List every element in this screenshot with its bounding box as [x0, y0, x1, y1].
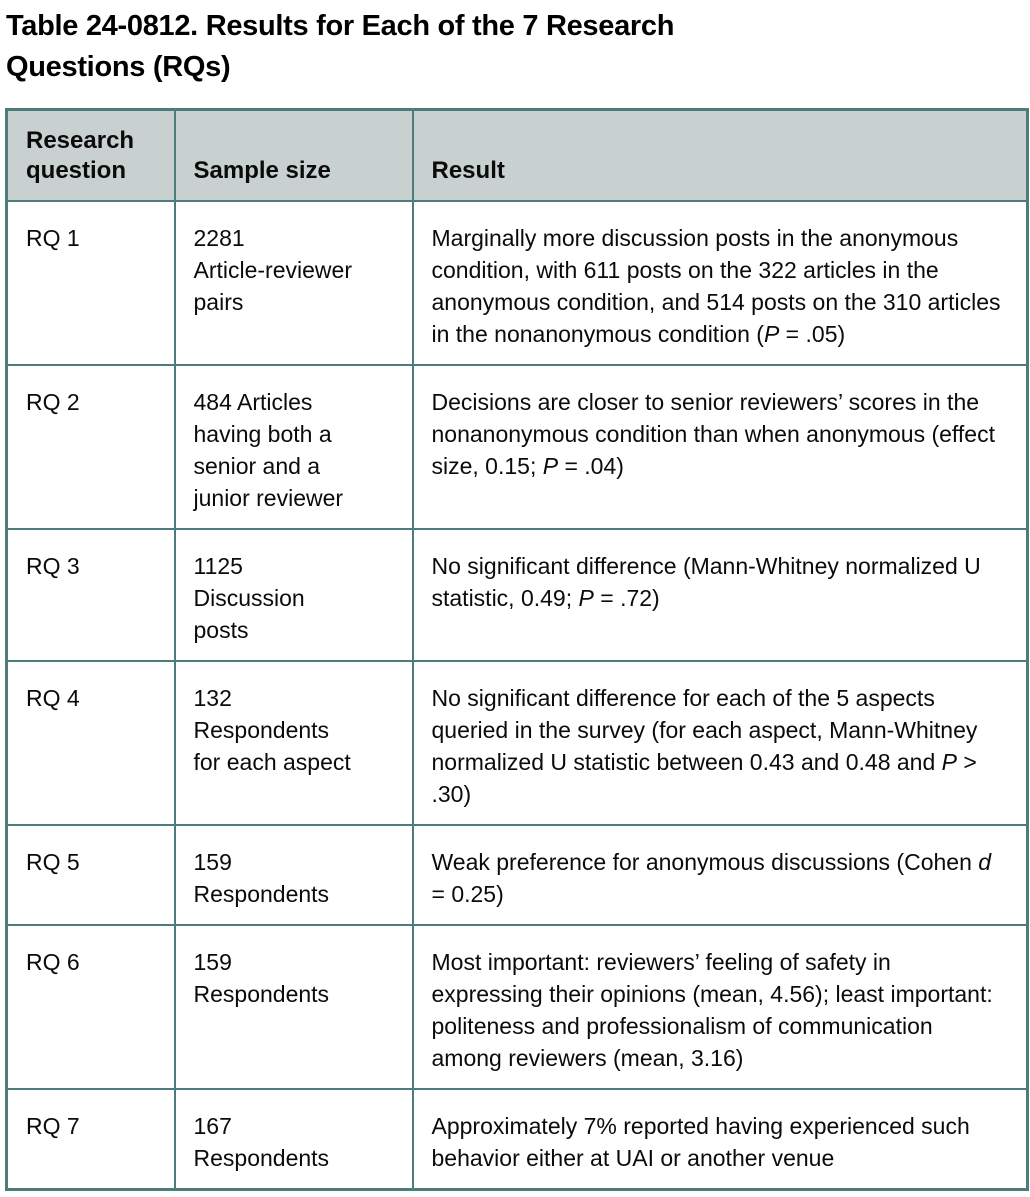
table-row: [7, 825, 1028, 925]
results-table: [5, 108, 1029, 1191]
table-row: [7, 925, 1028, 1089]
research-question-cell: RQ 4: [7, 661, 175, 825]
result-cell: No significant difference for each of the 5 aspects queried in the survey (for each aspect, Mann-Whitney normalized U statistic between 0.43 and 0.48 and P > .30): [413, 661, 1028, 825]
sample-size-cell: 159 Respondents: [175, 925, 413, 1089]
sample-size-cell: 159 Respondents: [175, 825, 413, 925]
result-cell: Most important: reviewers’ feeling of safety in expressing their opinions (mean, 4.56); least important: politeness and professionalism of communication among reviewers (mean, 3.16): [413, 925, 1028, 1089]
result-cell: Weak preference for anonymous discussions (Cohen d = 0.25): [413, 825, 1028, 925]
table-row: [7, 529, 1028, 661]
research-question-cell: RQ 6: [7, 925, 175, 1089]
research-question-cell: RQ 1: [7, 201, 175, 365]
result-cell: Approximately 7% reported having experienced such behavior either at UAI or another venue: [413, 1089, 1028, 1190]
research-question-cell: RQ 2: [7, 365, 175, 529]
result-cell: No significant difference (Mann-Whitney normalized U statistic, 0.49; P = .72): [413, 529, 1028, 661]
table-row: [7, 201, 1028, 365]
sample-size-cell: 132 Respondents for each aspect: [175, 661, 413, 825]
table-row: [7, 1089, 1028, 1190]
sample-size-cell: 167 Respondents: [175, 1089, 413, 1190]
table-row: [7, 661, 1028, 825]
result-cell: Marginally more discussion posts in the anonymous condition, with 611 posts on the 322 articles in the anonymous condition, and 514 posts on the 310 articles in the nonanonymous condition (P = .05): [413, 201, 1028, 365]
header-research-question: Research question: [7, 110, 175, 201]
table-title: [6, 6, 1026, 88]
sample-size-cell: 1125 Discussion posts: [175, 529, 413, 661]
header-sample-size: Sample size: [175, 110, 413, 201]
sample-size-cell: 484 Articles having both a senior and a junior reviewer: [175, 365, 413, 529]
result-cell: Decisions are closer to senior reviewers’ scores in the nonanonymous condition than when anonymous (effect size, 0.15; P = .04): [413, 365, 1028, 529]
table-title-line-2: Questions (RQs): [6, 51, 231, 83]
table-row: [7, 365, 1028, 529]
research-question-cell: RQ 3: [7, 529, 175, 661]
research-question-cell: RQ 7: [7, 1089, 175, 1190]
header-row: [7, 110, 1028, 201]
table-title-line-1: Table 24-0812. Results for Each of the 7 Research: [6, 10, 675, 42]
research-question-cell: RQ 5: [7, 825, 175, 925]
header-result: Result: [413, 110, 1028, 201]
sample-size-cell: 2281 Article-reviewer pairs: [175, 201, 413, 365]
